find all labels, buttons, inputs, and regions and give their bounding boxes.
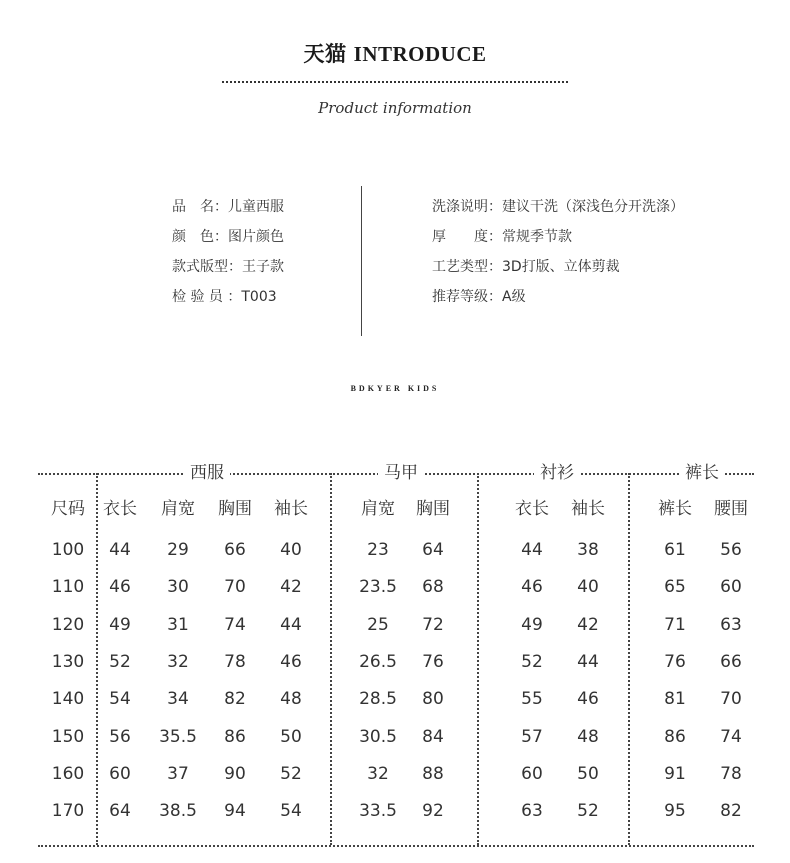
measure-cell: 32 <box>367 763 389 784</box>
measure-cell: 64 <box>109 801 131 822</box>
measure-cell: 91 <box>664 763 686 784</box>
info-row-thickness <box>432 227 684 257</box>
measure-cell: 56 <box>109 726 131 747</box>
group-header: 衬衫 <box>534 462 580 484</box>
info-row-inspector <box>172 287 284 317</box>
info-row-color <box>172 227 284 257</box>
measure-cell: 52 <box>280 763 302 784</box>
measure-cell: 48 <box>280 689 302 710</box>
measure-cell: 57 <box>521 726 543 747</box>
table-column-divider <box>330 473 332 845</box>
measure-cell: 46 <box>280 651 302 672</box>
size-cell: 110 <box>51 577 85 598</box>
measure-cell: 50 <box>280 726 302 747</box>
measure-cell: 52 <box>577 801 599 822</box>
measure-cell: 64 <box>422 540 444 560</box>
measure-cell: 48 <box>577 726 599 747</box>
title-introduce: INTRODUCE <box>353 42 487 66</box>
measure-cell: 60 <box>720 577 742 598</box>
column-header: 裤长 <box>658 499 692 519</box>
measure-cell: 54 <box>280 801 302 822</box>
measure-cell: 74 <box>720 726 742 747</box>
size-cell: 170 <box>51 801 85 822</box>
measure-cell: 76 <box>664 651 686 672</box>
measure-cell: 56 <box>720 540 742 560</box>
info-label: 款式版型： <box>172 259 242 275</box>
column-header: 袖长 <box>274 499 308 519</box>
measure-cell: 90 <box>224 763 246 784</box>
group-header: 西服 <box>184 462 230 484</box>
measure-cell: 65 <box>664 577 686 598</box>
table-column-divider <box>628 473 630 845</box>
measure-cell: 70 <box>224 577 246 598</box>
info-value: 儿童西服 <box>228 199 284 215</box>
info-label: 推荐等级： <box>432 289 502 305</box>
measure-cell: 35.5 <box>159 726 197 747</box>
info-row-style <box>172 257 284 287</box>
measure-cell: 32 <box>167 651 189 672</box>
measure-cell: 38.5 <box>159 801 197 822</box>
group-header: 裤长 <box>679 462 725 484</box>
info-value: 常规季节款 <box>502 229 572 245</box>
measure-cell: 86 <box>664 726 686 747</box>
column-header: 袖长 <box>571 499 605 519</box>
measure-cell: 70 <box>720 689 742 710</box>
measure-cell: 66 <box>224 540 246 560</box>
measure-cell: 42 <box>280 577 302 598</box>
measure-cell: 55 <box>521 689 543 710</box>
measure-cell: 44 <box>521 540 543 560</box>
measure-cell: 23.5 <box>359 577 397 598</box>
measure-cell: 33.5 <box>359 801 397 822</box>
info-label: 品 名： <box>172 199 228 215</box>
info-label: 检 验 员 ： <box>172 289 242 305</box>
measure-cell: 25 <box>367 614 389 635</box>
measure-cell: 38 <box>577 540 599 560</box>
measure-cell: 68 <box>422 577 444 598</box>
brand-line: BDKYER KIDS <box>350 384 440 393</box>
measure-cell: 49 <box>521 614 543 635</box>
measure-cell: 63 <box>720 614 742 635</box>
measure-cell: 74 <box>224 614 246 635</box>
info-label: 颜 色： <box>172 229 228 245</box>
measure-cell: 92 <box>422 801 444 822</box>
info-label: 厚 度： <box>432 229 502 245</box>
measure-cell: 72 <box>422 614 444 635</box>
info-label: 工艺类型： <box>432 259 502 275</box>
measure-cell: 52 <box>521 651 543 672</box>
column-header: 尺码 <box>51 499 85 519</box>
measure-cell: 78 <box>224 651 246 672</box>
measure-cell: 88 <box>422 763 444 784</box>
info-value: T003 <box>241 289 277 305</box>
measure-cell: 26.5 <box>359 651 397 672</box>
measure-cell: 30 <box>167 577 189 598</box>
measure-cell: 50 <box>577 763 599 784</box>
info-label: 洗涤说明： <box>432 199 502 215</box>
measure-cell: 40 <box>280 540 302 560</box>
title-brand: 天猫 <box>303 42 347 66</box>
info-divider <box>361 186 362 336</box>
info-left <box>172 197 284 317</box>
size-cell: 130 <box>51 651 85 672</box>
page-title <box>0 38 790 68</box>
measure-cell: 78 <box>720 763 742 784</box>
size-cell: 100 <box>51 540 85 560</box>
measure-cell: 71 <box>664 614 686 635</box>
measure-cell: 44 <box>577 651 599 672</box>
info-value: A级 <box>502 289 526 305</box>
measure-cell: 84 <box>422 726 444 747</box>
info-value: 图片颜色 <box>228 229 284 245</box>
measure-cell: 54 <box>109 689 131 710</box>
measure-cell: 49 <box>109 614 131 635</box>
size-cell: 140 <box>51 689 85 710</box>
measure-cell: 46 <box>577 689 599 710</box>
size-cell: 160 <box>51 763 85 784</box>
measure-cell: 94 <box>224 801 246 822</box>
info-row-craft <box>432 257 684 287</box>
measure-cell: 42 <box>577 614 599 635</box>
measure-cell: 44 <box>109 540 131 560</box>
measure-cell: 82 <box>720 801 742 822</box>
column-header: 腰围 <box>714 499 748 519</box>
info-row-name <box>172 197 284 227</box>
column-header: 胸围 <box>416 499 450 519</box>
measure-cell: 31 <box>167 614 189 635</box>
column-header: 肩宽 <box>161 499 195 519</box>
subtitle: Product information <box>318 99 472 117</box>
measure-cell: 52 <box>109 651 131 672</box>
group-header: 马甲 <box>378 462 424 484</box>
info-row-grade <box>432 287 684 317</box>
measure-cell: 80 <box>422 689 444 710</box>
measure-cell: 61 <box>664 540 686 560</box>
measure-cell: 46 <box>109 577 131 598</box>
info-right <box>432 197 684 317</box>
column-header: 衣长 <box>515 499 549 519</box>
column-header: 衣长 <box>103 499 137 519</box>
info-row-washing <box>432 197 684 227</box>
measure-cell: 66 <box>720 651 742 672</box>
measure-cell: 46 <box>521 577 543 598</box>
measure-cell: 60 <box>109 763 131 784</box>
measure-cell: 29 <box>167 540 189 560</box>
info-value: 建议干洗（深浅色分开洗涤） <box>502 199 684 215</box>
column-header: 肩宽 <box>361 499 395 519</box>
measure-cell: 76 <box>422 651 444 672</box>
table-bottom-rule <box>38 845 754 847</box>
measure-cell: 63 <box>521 801 543 822</box>
table-column-divider <box>477 473 479 845</box>
measure-cell: 60 <box>521 763 543 784</box>
size-cell: 120 <box>51 614 85 635</box>
measure-cell: 81 <box>664 689 686 710</box>
size-cell: 150 <box>51 726 85 747</box>
measure-cell: 44 <box>280 614 302 635</box>
measure-cell: 23 <box>367 540 389 560</box>
title-divider <box>222 81 568 83</box>
measure-cell: 34 <box>167 689 189 710</box>
measure-cell: 37 <box>167 763 189 784</box>
measure-cell: 86 <box>224 726 246 747</box>
column-header: 胸围 <box>218 499 252 519</box>
measure-cell: 40 <box>577 577 599 598</box>
measure-cell: 82 <box>224 689 246 710</box>
measure-cell: 30.5 <box>359 726 397 747</box>
info-value: 王子款 <box>242 259 284 275</box>
measure-cell: 28.5 <box>359 689 397 710</box>
info-value: 3D打版、立体剪裁 <box>502 259 620 275</box>
measure-cell: 95 <box>664 801 686 822</box>
